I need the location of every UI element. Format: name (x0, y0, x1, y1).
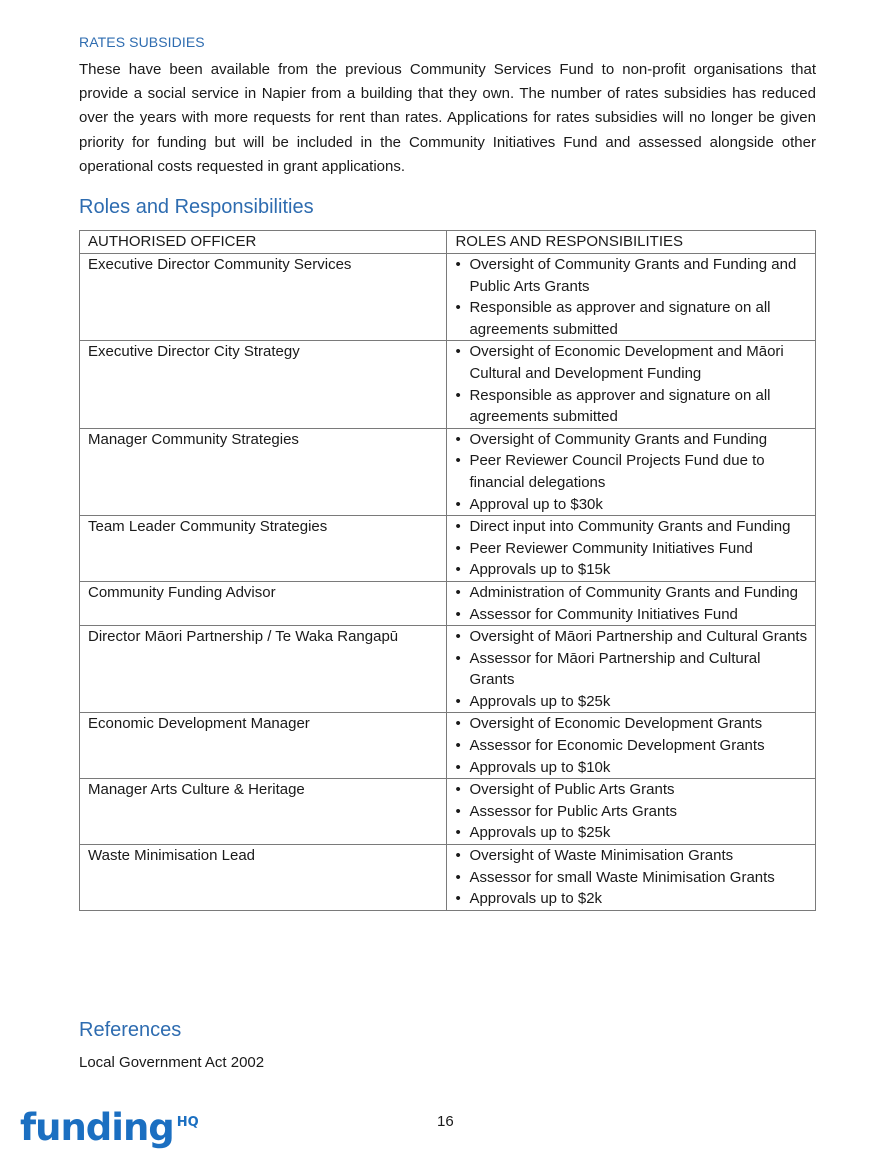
table-row (80, 516, 816, 582)
responsibility-item: • Oversight of Māori Partnership and Cultural Grants (455, 626, 815, 648)
responsibilities-cell (447, 845, 816, 911)
officer-cell: Manager Community Strategies (80, 428, 447, 515)
officer-cell: Economic Development Manager (80, 713, 447, 779)
table-row (80, 713, 816, 779)
officer-cell: Executive Director Community Services (80, 254, 447, 341)
responsibility-item: • Oversight of Economic Development and Māori Cultural and Development Funding (455, 341, 815, 384)
references-heading: References (79, 1019, 182, 1041)
responsibility-item: • Approval up to $30k (455, 494, 815, 516)
responsibilities-list (455, 254, 815, 340)
responsibilities-cell (447, 779, 816, 845)
roles-heading: Roles and Responsibilities (79, 196, 314, 218)
responsibilities-list (455, 845, 815, 910)
header-authorised-officer: AUTHORISED OFFICER (80, 231, 447, 254)
responsibility-item: • Approvals up to $2k (455, 888, 815, 910)
responsibilities-cell (447, 713, 816, 779)
responsibilities-list (455, 341, 815, 427)
responsibilities-list (455, 582, 815, 625)
roles-table (79, 230, 816, 911)
officer-cell: Manager Arts Culture & Heritage (80, 779, 447, 845)
section-heading-rates-subsidies: RATES SUBSIDIES (79, 34, 205, 50)
responsibility-item: • Assessor for Māori Partnership and Cultural Grants (455, 648, 815, 691)
responsibilities-list (455, 779, 815, 844)
table-row (80, 779, 816, 845)
responsibilities-cell (447, 516, 816, 582)
responsibility-item: • Approvals up to $25k (455, 691, 815, 713)
officer-cell: Waste Minimisation Lead (80, 845, 447, 911)
table-row (80, 626, 816, 713)
responsibility-item: • Oversight of Community Grants and Funding and Public Arts Grants (455, 254, 815, 297)
table-row (80, 581, 816, 625)
header-roles-responsibilities: ROLES AND RESPONSIBILITIES (447, 231, 816, 254)
responsibilities-list (455, 626, 815, 712)
table-header-row (80, 231, 816, 254)
responsibilities-cell (447, 626, 816, 713)
officer-cell: Director Māori Partnership / Te Waka Rangapū (80, 626, 447, 713)
table-row (80, 341, 816, 428)
responsibility-item: • Assessor for Public Arts Grants (455, 801, 815, 823)
logo-superscript: HQ (176, 1115, 199, 1130)
responsibilities-list (455, 713, 815, 778)
responsibility-item: • Approvals up to $10k (455, 757, 815, 779)
responsibility-item: • Approvals up to $25k (455, 822, 815, 844)
responsibility-item: • Responsible as approver and signature on all agreements submitted (455, 297, 815, 340)
responsibilities-list (455, 516, 815, 581)
responsibility-item: • Administration of Community Grants and Funding (455, 582, 815, 604)
table-row (80, 428, 816, 515)
logo-wordmark: funding (20, 1106, 174, 1149)
responsibilities-cell (447, 341, 816, 428)
table-row (80, 254, 816, 341)
responsibility-item: • Oversight of Economic Development Grants (455, 713, 815, 735)
responsibility-item: • Peer Reviewer Community Initiatives Fund (455, 538, 815, 560)
responsibility-item: • Assessor for small Waste Minimisation Grants (455, 867, 815, 889)
responsibility-item: • Approvals up to $15k (455, 559, 815, 581)
responsibilities-cell (447, 254, 816, 341)
responsibility-item: • Oversight of Community Grants and Funding (455, 429, 815, 451)
rates-subsidies-paragraph: These have been available from the previous Community Services Fund to non-profit organisations that provide a social service in Napier from a building that they own. The number of rates subsidies has reduced over the years with more requests for rent than rates. Applications for rates subsidies will no longer be given priority for funding but will be included in the Community Initiatives Fund and assessed alongside other operational costs requested in grant applications. (79, 61, 816, 175)
page-number: 16 (437, 1113, 454, 1130)
officer-cell: Community Funding Advisor (80, 581, 447, 625)
responsibility-item: • Assessor for Economic Development Grants (455, 735, 815, 757)
responsibility-item: • Assessor for Community Initiatives Fund (455, 604, 815, 626)
responsibility-item: • Oversight of Waste Minimisation Grants (455, 845, 815, 867)
responsibilities-cell (447, 428, 816, 515)
responsibility-item: • Oversight of Public Arts Grants (455, 779, 815, 801)
responsibility-item: • Direct input into Community Grants and Funding (455, 516, 815, 538)
responsibilities-list (455, 429, 815, 515)
table-row (80, 845, 816, 911)
funding-hq-logo (20, 1106, 199, 1149)
responsibility-item: • Peer Reviewer Council Projects Fund due to financial delegations (455, 450, 815, 493)
responsibilities-cell (447, 581, 816, 625)
responsibility-item: • Responsible as approver and signature on all agreements submitted (455, 385, 815, 428)
reference-item: Local Government Act 2002 (79, 1054, 265, 1071)
officer-cell: Executive Director City Strategy (80, 341, 447, 428)
officer-cell: Team Leader Community Strategies (80, 516, 447, 582)
